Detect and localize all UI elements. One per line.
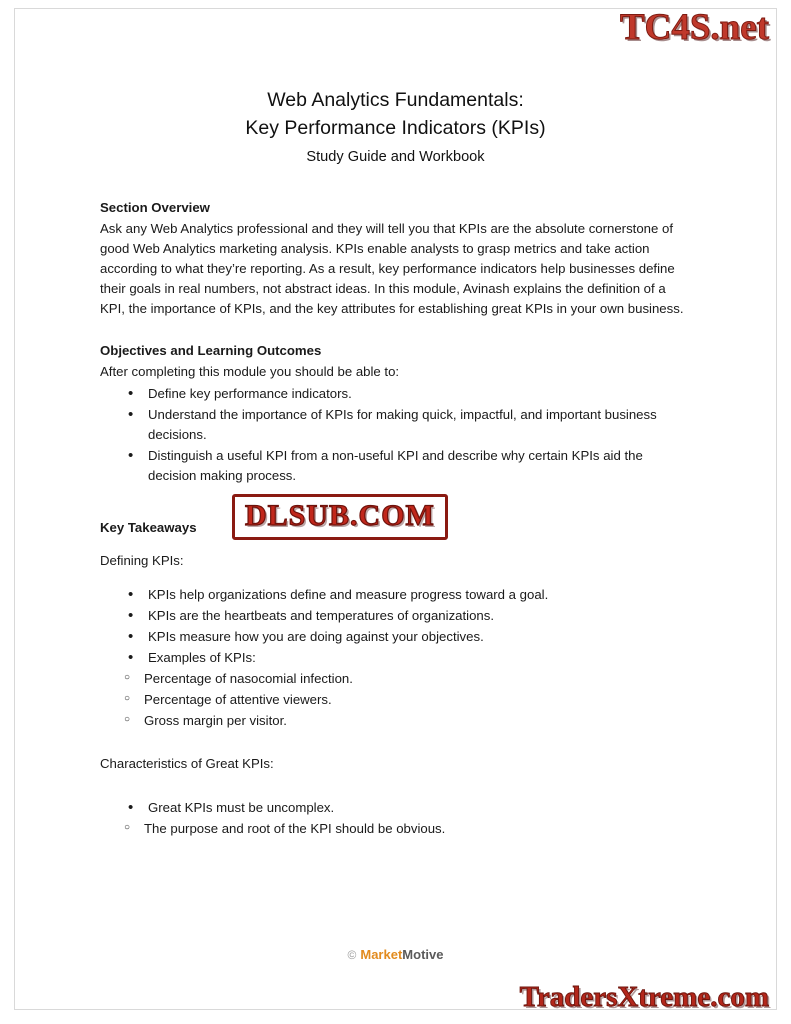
- list-item: • Understand the importance of KPIs for making quick, impactful, and important business decisions.: [100, 405, 691, 445]
- characteristics-sub-list: [100, 819, 691, 839]
- page-subtitle: Study Guide and Workbook: [306, 148, 485, 165]
- list-item: • Great KPIs must be uncomplex.: [100, 798, 691, 818]
- section-objectives: [100, 341, 691, 486]
- list-item: • KPIs measure how you are doing against your objectives.: [100, 627, 691, 647]
- list-item: • Define key performance indicators.: [100, 384, 691, 404]
- section-objectives-heading: Objectives and Learning Outcomes: [100, 343, 322, 359]
- section-overview-paragraph: Ask any Web Analytics professional and they will tell you that KPIs are the absolute cornerstone of good Web Analytics marketing analysis. KPIs enable analysts to grasp metrics and take action according to what they’re reporting. As a result, key performance indicators help businesses define their goals in real numbers, not abstract ideas. In this module, Avinash explains the definition of a KPI, the importance of KPIs, and the key attributes for establishing great KPIs in your own business.: [100, 220, 684, 317]
- list-item: • KPIs are the heartbeats and temperatures of organizations.: [100, 606, 691, 626]
- spacer: [100, 732, 691, 754]
- defining-kpis-bullet-list: [100, 585, 691, 668]
- section-key-takeaways: [100, 518, 691, 840]
- footer-brand-part-1: Market: [360, 947, 403, 962]
- spacer: [100, 319, 691, 341]
- copyright-icon: ©: [347, 948, 357, 962]
- page-title-line-1: Web Analytics Fundamentals:: [267, 89, 524, 111]
- kpi-examples-sub-list: [100, 669, 691, 731]
- spacer: [100, 168, 691, 198]
- watermark-bottom-right: TradersXtreme.com: [519, 981, 769, 1013]
- list-item: • Distinguish a useful KPI from a non-useful KPI and describe why certain KPIs aid the decision making process.: [100, 446, 691, 486]
- page-title-line-2: Key Performance Indicators (KPIs): [245, 117, 546, 140]
- footer-brand: [0, 947, 791, 962]
- list-item: • Examples of KPIs:: [100, 648, 691, 668]
- footer-brand-part-2: Motive: [402, 947, 444, 962]
- list-item: • KPIs help organizations define and measure progress toward a goal.: [100, 585, 691, 605]
- characteristics-bullet-list: [100, 798, 691, 818]
- spacer: [100, 774, 691, 796]
- list-item: ○ Percentage of nasocomial infection.: [100, 669, 691, 689]
- list-item: ○ The purpose and root of the KPI should be obvious.: [100, 819, 691, 839]
- section-key-takeaways-heading: Key Takeaways: [100, 519, 197, 535]
- list-item: ○ Percentage of attentive viewers.: [100, 690, 691, 710]
- characteristics-subheading: Characteristics of Great KPIs:: [100, 756, 274, 772]
- spacer: [100, 539, 691, 551]
- spacer: [100, 571, 691, 583]
- section-objectives-paragraph: After completing this module you should be able to:: [100, 364, 400, 380]
- section-overview-heading: Section Overview: [100, 199, 210, 215]
- document-title-block: [100, 86, 691, 168]
- objectives-bullet-list: [100, 384, 691, 486]
- list-item: ○ Gross margin per visitor.: [100, 711, 691, 731]
- watermark-center: [232, 494, 448, 540]
- watermark-center-text: DLSUB.COM: [245, 499, 435, 532]
- section-overview: [100, 198, 691, 319]
- defining-kpis-subheading: Defining KPIs:: [100, 552, 184, 568]
- watermark-top-right: TC4S.net: [619, 7, 769, 48]
